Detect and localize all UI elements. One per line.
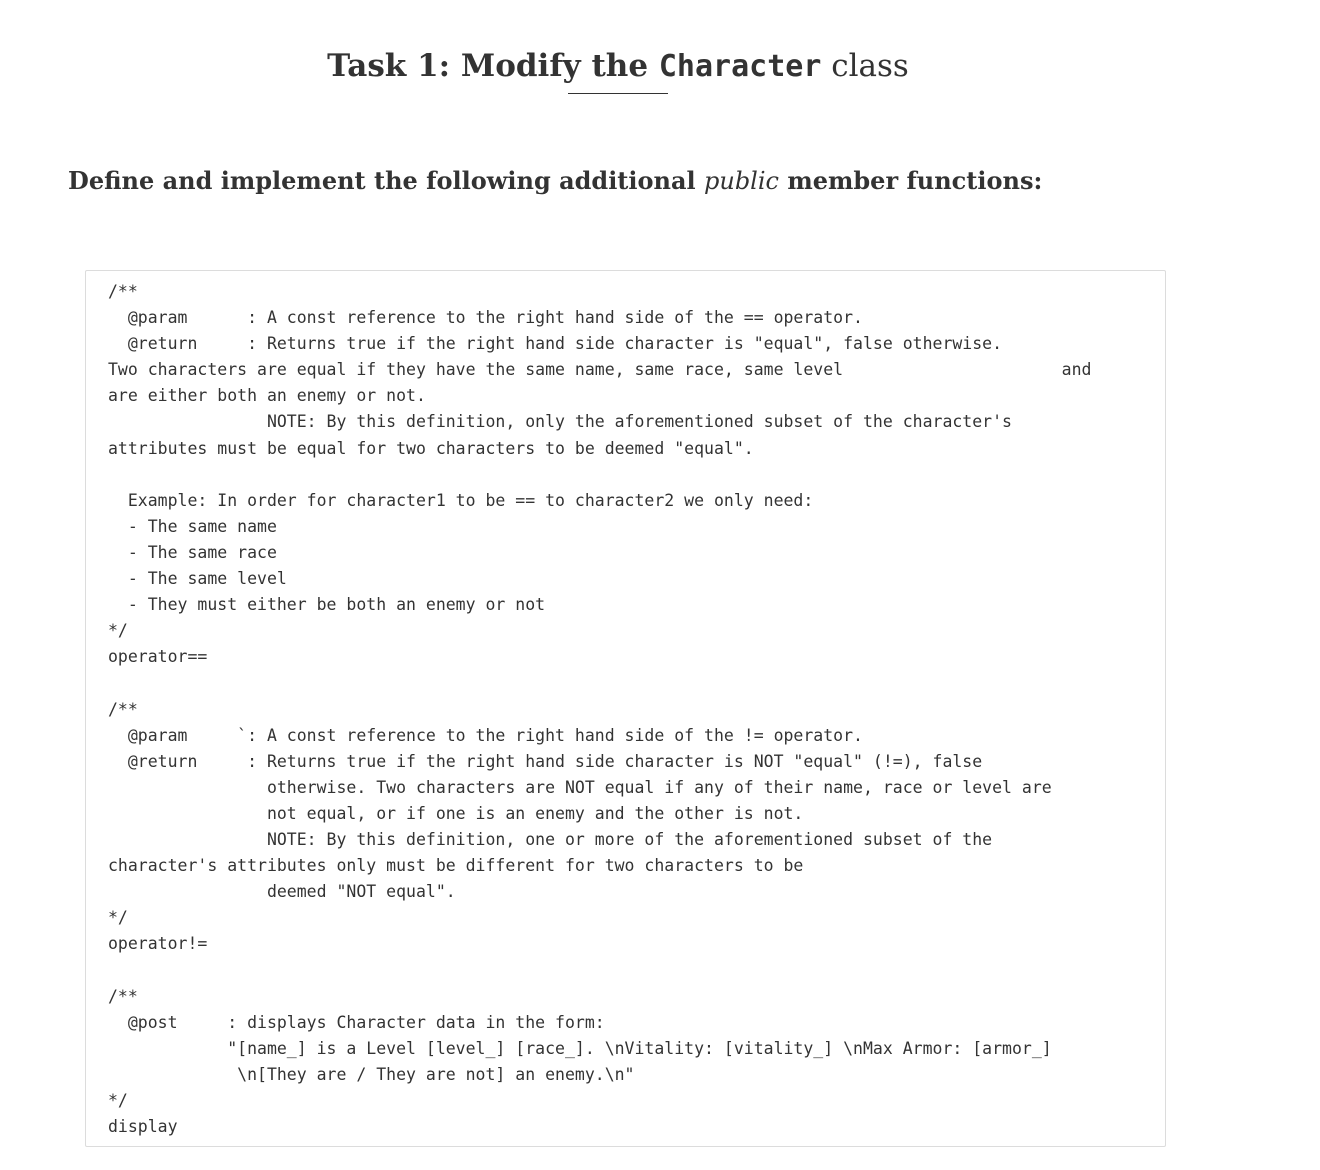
title-suffix: class (821, 48, 909, 84)
title-underline (568, 93, 668, 94)
title-class-name: Character (658, 49, 822, 84)
section-intro (68, 161, 1042, 201)
intro-text-before: Define and implement the following additional (68, 166, 704, 195)
intro-text-after: member functions: (778, 166, 1043, 195)
code-content: /** @param : A const reference to the right hand side of the == operator. @return : Returns true if the right hand side character is "equal", false otherwise. Two characters are equal if they have the same name, same race, same level and are either both an enemy or not. NOTE: By this definition, only the aforementioned subset of the character's attributes must be equal for two characters to be deemed "equal". Example: In order for character1 to be == to character2 we only need: - The same name - The same race - The same level - They must either be both an enemy or not */ operator== /** @param `: A const reference to the right hand side of the != operator. @return : Returns true if the right hand side character is NOT "equal" (!=), false otherwise. Two characters are NOT equal if any of their name, race or level are not equal, or if one is an enemy and the other is not. NOTE: By this definition, one or more of the aforementioned subset of the character's attributes only must be different for two characters to be deemed "NOT equal". */ operator!= /** @post : displays Character data in the form: "[name_] is a Level [level_] [race_]. \nVitality: [vitality_] \nMax Armor: [armor_] \n[They are / They are not] an enemy.\n" */ display (108, 282, 1092, 1136)
intro-emphasis: public (704, 167, 779, 195)
code-block (85, 270, 1166, 1147)
page-title (0, 42, 1236, 91)
title-prefix: Task 1: Modify the (327, 48, 659, 84)
